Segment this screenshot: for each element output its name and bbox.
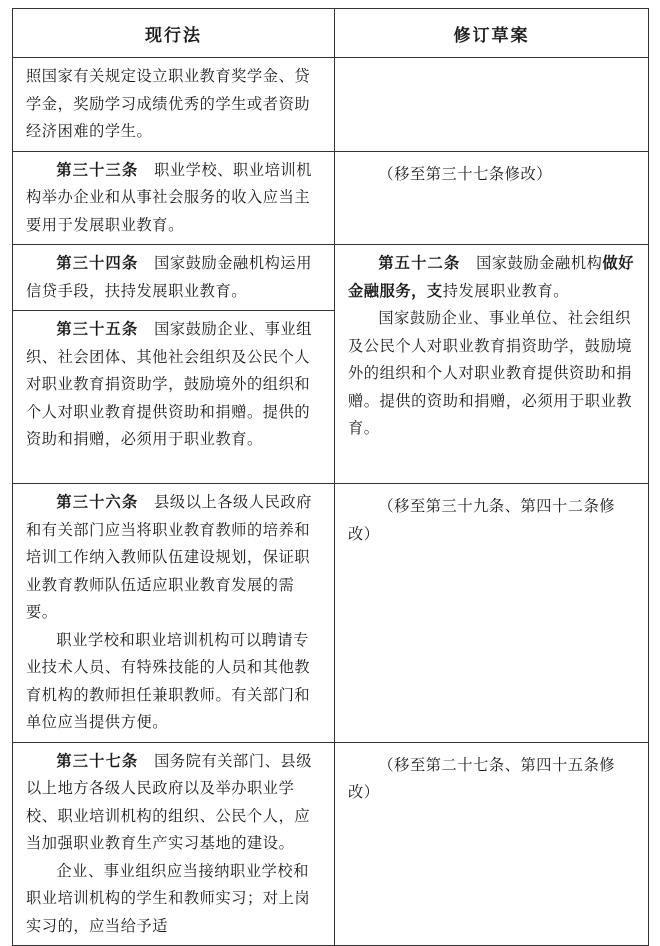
current-law-text: 职业学校和职业培训机构可以聘请专业技术人员、有特殊技能的人员和其他教育机构的教师担任兼职教师。有关部门和单位应当提供方便。: [26, 630, 311, 731]
draft-text: 国家鼓励金融机构: [476, 254, 603, 272]
table-header-row: [13, 9, 649, 58]
draft-highlight: 做好金融服务，支: [348, 254, 635, 300]
header-current-law: 现行法: [13, 9, 335, 58]
draft-cell: [335, 742, 649, 945]
header-draft: 修订草案: [335, 9, 649, 58]
current-law-text: 国家鼓励金融机构运用信贷手段，扶持发展职业教育。: [26, 254, 312, 300]
article-number: 第五十二条: [378, 254, 461, 272]
comparison-table: [12, 8, 649, 946]
article-number: 第三十五条: [56, 320, 139, 338]
current-law-text: 国家鼓励企业、事业组织、社会团体、其他社会组织及公民个人对职业教育捐资助学，鼓励境外的组织和个人对职业教育提供资助和捐赠。提供的资助和捐赠，必须用于职业教育。: [26, 320, 312, 448]
draft-text: 持发展职业教育。: [442, 281, 570, 300]
current-law-cell: [13, 151, 335, 245]
table-row: [13, 151, 649, 245]
article-number: 第三十六条: [56, 493, 139, 511]
current-law-cell: [13, 484, 335, 743]
article-number: 第三十四条: [56, 254, 139, 272]
draft-note: （移至第三十七条修改）: [378, 164, 553, 183]
current-law-cell: [13, 58, 335, 152]
article-number: 第三十七条: [56, 751, 139, 770]
current-law-text: 职业学校、职业培训机构举办企业和从事社会服务的收入应当主要用于发展职业教育。: [26, 160, 312, 234]
draft-text: 国家鼓励企业、事业单位、社会组织及公民个人对职业教育捐资助学，鼓励境外的组织和个人对职业教育提供资助和捐赠。提供的资助和捐赠，必须用于职业教育。: [348, 309, 633, 437]
current-law-cell: [13, 742, 335, 945]
draft-cell-merged: [335, 245, 649, 484]
article-number: 第三十三条: [56, 160, 139, 179]
current-law-text: 县级以上各级人民政府和有关部门应当将职业教育教师的培养和培训工作纳入教师队伍建设规划，保证职业教育教师队伍适应职业教育发展的需要。: [26, 493, 312, 621]
draft-note: （移至第三十九条、第四十二条修改）: [348, 497, 616, 543]
table-row: [13, 742, 649, 945]
draft-cell: [335, 484, 649, 743]
draft-cell: [335, 151, 649, 245]
draft-cell: [335, 58, 649, 152]
table-row: [13, 245, 649, 311]
current-law-text: 照国家有关规定设立职业教育奖学金、贷学金，奖励学习成绩优秀的学生或者资助经济困难的学生。: [26, 67, 311, 140]
current-law-cell: [13, 311, 335, 484]
current-law-cell: [13, 245, 335, 311]
table-row: [13, 484, 649, 743]
draft-note: （移至第二十七条、第四十五条修改）: [348, 755, 616, 801]
current-law-text: 国务院有关部门、县级以上地方各级人民政府以及举办职业学校、职业培训机构的组织、公民个人，应当加强职业教育生产实习基地的建设。: [26, 751, 312, 852]
table-row: [13, 58, 649, 152]
current-law-text: 企业、事业组织应当接纳职业学校和职业培训机构的学生和教师实习；对上岗实习的，应当给予适: [26, 861, 311, 935]
